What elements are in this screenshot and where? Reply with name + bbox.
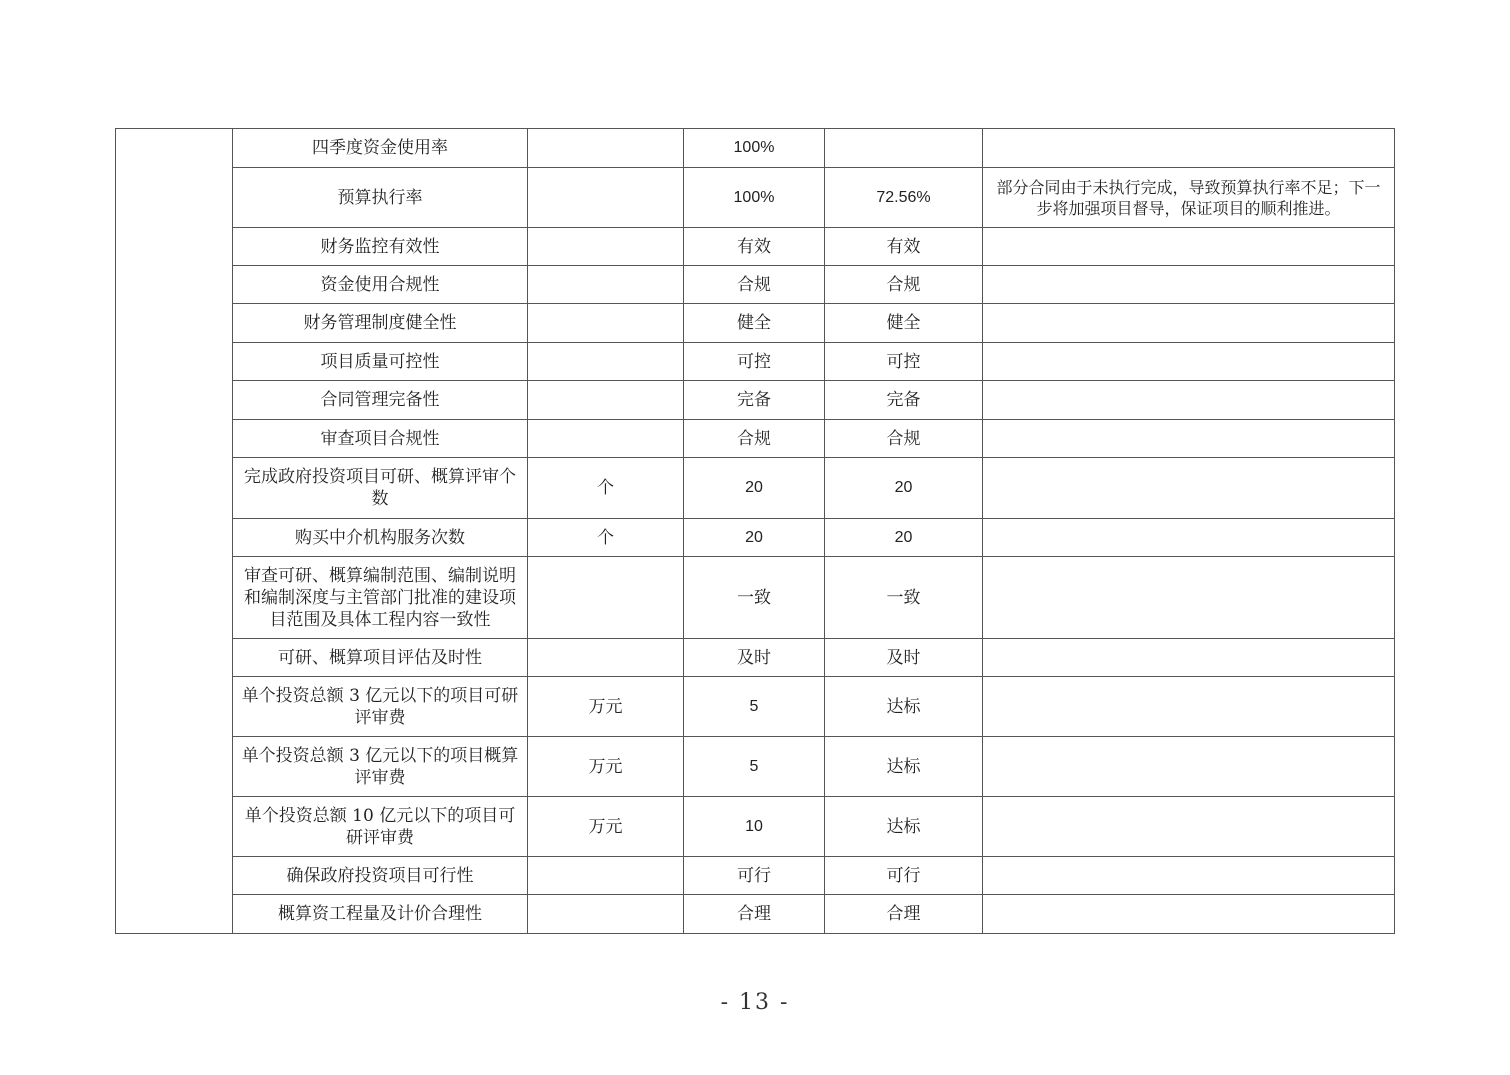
actual-cell: 健全 [825,304,983,343]
note-cell [983,857,1395,895]
target-cell: 100% [684,129,825,168]
unit-cell: 万元 [528,737,684,797]
target-cell: 合理 [684,895,825,934]
unit-cell [528,266,684,304]
indicator-cell: 审查项目合规性 [233,420,528,458]
actual-cell: 及时 [825,639,983,677]
note-cell [983,895,1395,934]
table-row [116,797,1395,857]
note-cell [983,381,1395,420]
indicator-cell: 购买中介机构服务次数 [233,519,528,557]
table-row [116,519,1395,557]
table-row [116,557,1395,639]
table-row [116,129,1395,168]
unit-cell [528,381,684,420]
table-row [116,168,1395,228]
unit-cell [528,343,684,381]
table-row [116,458,1395,519]
table-row [116,420,1395,458]
note-cell [983,266,1395,304]
table-row [116,304,1395,343]
target-cell: 20 [684,458,825,519]
table-row [116,737,1395,797]
target-cell: 5 [684,677,825,737]
actual-cell: 达标 [825,737,983,797]
target-cell: 可行 [684,857,825,895]
unit-cell [528,420,684,458]
table-row [116,228,1395,266]
note-cell [983,737,1395,797]
unit-cell [528,304,684,343]
unit-cell [528,228,684,266]
indicator-cell: 审查可研、概算编制范围、编制说明和编制深度与主管部门批准的建设项目范围及具体工程内容一致性 [233,557,528,639]
actual-cell: 一致 [825,557,983,639]
unit-cell: 万元 [528,797,684,857]
category-cell [116,129,233,934]
unit-cell: 万元 [528,677,684,737]
actual-cell: 可控 [825,343,983,381]
target-cell: 健全 [684,304,825,343]
indicator-cell: 资金使用合规性 [233,266,528,304]
target-cell: 合规 [684,420,825,458]
unit-cell [528,129,684,168]
target-cell: 合规 [684,266,825,304]
note-cell [983,557,1395,639]
note-cell [983,458,1395,519]
table-row [116,343,1395,381]
indicator-cell: 概算资工程量及计价合理性 [233,895,528,934]
note-cell [983,639,1395,677]
indicator-cell: 财务监控有效性 [233,228,528,266]
target-cell: 有效 [684,228,825,266]
indicator-cell: 单个投资总额 10 亿元以下的项目可研评审费 [233,797,528,857]
table-row [116,895,1395,934]
indicator-cell: 财务管理制度健全性 [233,304,528,343]
actual-cell: 合规 [825,266,983,304]
note-cell [983,228,1395,266]
table-row [116,266,1395,304]
note-cell [983,343,1395,381]
table-row [116,639,1395,677]
note-cell [983,519,1395,557]
unit-cell [528,639,684,677]
table-row [116,381,1395,420]
indicator-cell: 可研、概算项目评估及时性 [233,639,528,677]
target-cell: 完备 [684,381,825,420]
unit-cell: 个 [528,519,684,557]
note-cell: 部分合同由于未执行完成，导致预算执行率不足；下一步将加强项目督导，保证项目的顺利推进。 [983,168,1395,228]
actual-cell: 合规 [825,420,983,458]
actual-cell: 72.56% [825,168,983,228]
actual-cell: 合理 [825,895,983,934]
unit-cell: 个 [528,458,684,519]
target-cell: 100% [684,168,825,228]
indicator-cell: 单个投资总额 3 亿元以下的项目概算评审费 [233,737,528,797]
actual-cell: 达标 [825,797,983,857]
note-cell [983,129,1395,168]
page-number: - 13 - [720,990,790,1015]
target-cell: 及时 [684,639,825,677]
indicator-cell: 项目质量可控性 [233,343,528,381]
actual-cell: 有效 [825,228,983,266]
table-row [116,857,1395,895]
indicator-cell: 四季度资金使用率 [233,129,528,168]
target-cell: 5 [684,737,825,797]
indicator-cell: 确保政府投资项目可行性 [233,857,528,895]
unit-cell [528,557,684,639]
actual-cell: 达标 [825,677,983,737]
actual-cell [825,129,983,168]
indicator-cell: 完成政府投资项目可研、概算评审个数 [233,458,528,519]
indicator-cell: 合同管理完备性 [233,381,528,420]
note-cell [983,677,1395,737]
note-cell [983,304,1395,343]
target-cell: 一致 [684,557,825,639]
actual-cell: 20 [825,458,983,519]
indicator-cell: 预算执行率 [233,168,528,228]
actual-cell: 可行 [825,857,983,895]
performance-indicator-table [115,128,1395,934]
unit-cell [528,168,684,228]
table-row [116,677,1395,737]
indicator-cell: 单个投资总额 3 亿元以下的项目可研评审费 [233,677,528,737]
target-cell: 10 [684,797,825,857]
actual-cell: 完备 [825,381,983,420]
note-cell [983,420,1395,458]
target-cell: 20 [684,519,825,557]
note-cell [983,797,1395,857]
unit-cell [528,857,684,895]
unit-cell [528,895,684,934]
actual-cell: 20 [825,519,983,557]
target-cell: 可控 [684,343,825,381]
